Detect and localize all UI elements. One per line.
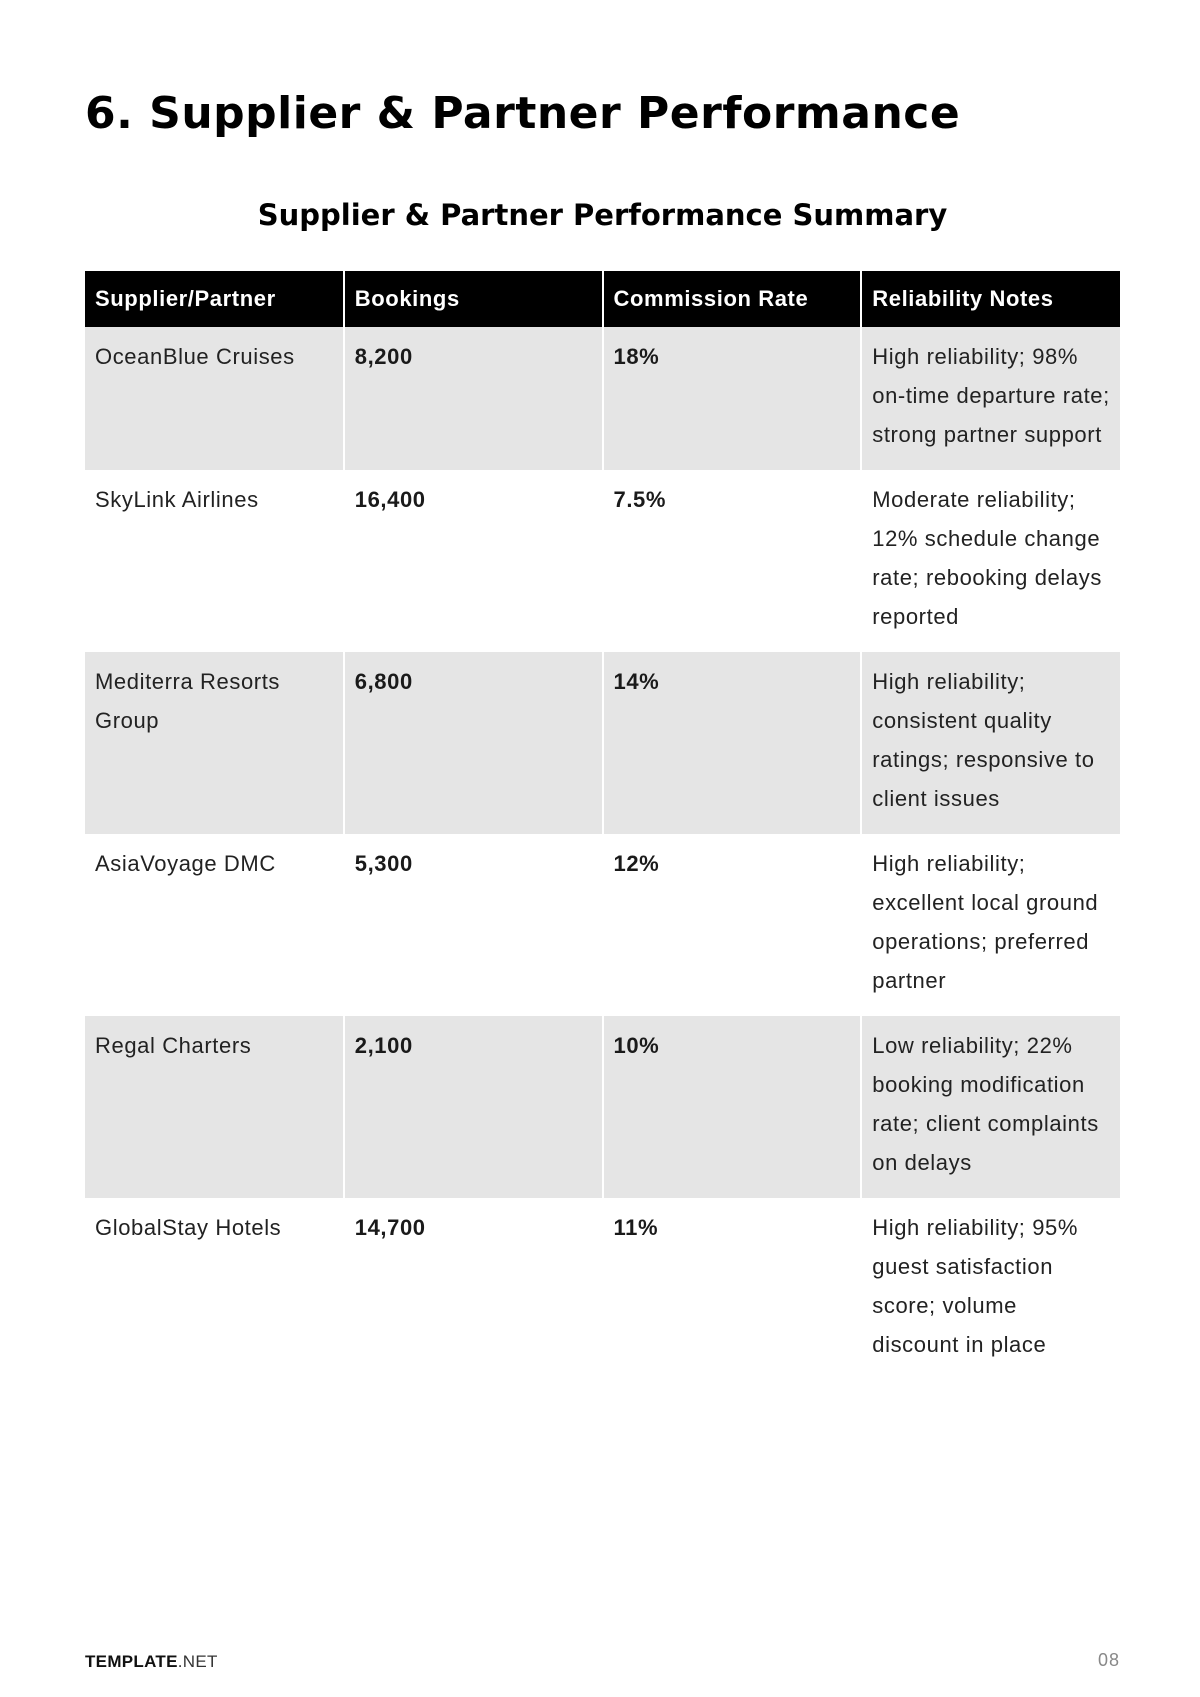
commission-cell: 18% (603, 327, 862, 470)
commission-cell: 10% (603, 1016, 862, 1198)
supplier-cell: Mediterra Resorts Group (85, 652, 344, 834)
bookings-cell: 2,100 (344, 1016, 603, 1198)
commission-cell: 14% (603, 652, 862, 834)
table-row (85, 1198, 1120, 1380)
supplier-cell: GlobalStay Hotels (85, 1198, 344, 1380)
commission-cell: 7.5% (603, 470, 862, 652)
supplier-cell: OceanBlue Cruises (85, 327, 344, 470)
column-header-supplier: Supplier/Partner (85, 271, 344, 327)
brand-logo-light: .NET (177, 1652, 218, 1671)
table-row (85, 470, 1120, 652)
notes-cell: Low reliability; 22% booking modification rate; client complaints on delays (861, 1016, 1120, 1198)
bookings-cell: 8,200 (344, 327, 603, 470)
table-caption: Supplier & Partner Performance Summary (257, 198, 948, 232)
bookings-cell: 6,800 (344, 652, 603, 834)
supplier-cell: SkyLink Airlines (85, 470, 344, 652)
table-row (85, 834, 1120, 1016)
notes-cell: High reliability; excellent local ground operations; preferred partner (872, 851, 1099, 993)
page-number: 08 (1097, 1650, 1120, 1670)
table-header-row (85, 271, 1120, 327)
notes-cell: High reliability; 98% on-time departure rate; strong partner support (861, 327, 1120, 470)
bookings-cell: 5,300 (344, 834, 603, 1016)
commission-cell: 11% (603, 1198, 862, 1380)
page-title: 6. Supplier & Partner Performance (85, 88, 961, 139)
table-row (85, 327, 1120, 470)
notes-cell: High reliability; consistent quality ratings; responsive to client issues (861, 652, 1120, 834)
brand-logo-bold: TEMPLATE (85, 1652, 178, 1671)
column-header-reliability-notes: Reliability Notes (861, 271, 1120, 327)
commission-cell: 12% (603, 834, 862, 1016)
column-header-commission-rate: Commission Rate (603, 271, 862, 327)
supplier-performance-table (85, 271, 1120, 1380)
supplier-cell: Regal Charters (85, 1016, 344, 1198)
column-header-bookings: Bookings (344, 271, 603, 327)
supplier-cell: AsiaVoyage DMC (85, 834, 344, 1016)
table-row (85, 652, 1120, 834)
notes-cell: High reliability; 95% guest satisfaction score; volume discount in place (872, 1215, 1079, 1357)
table-row (85, 1016, 1120, 1198)
brand-logo (85, 1652, 218, 1672)
bookings-cell: 14,700 (344, 1198, 603, 1380)
bookings-cell: 16,400 (344, 470, 603, 652)
notes-cell: Moderate reliability; 12% schedule change rate; rebooking delays reported (872, 487, 1102, 629)
